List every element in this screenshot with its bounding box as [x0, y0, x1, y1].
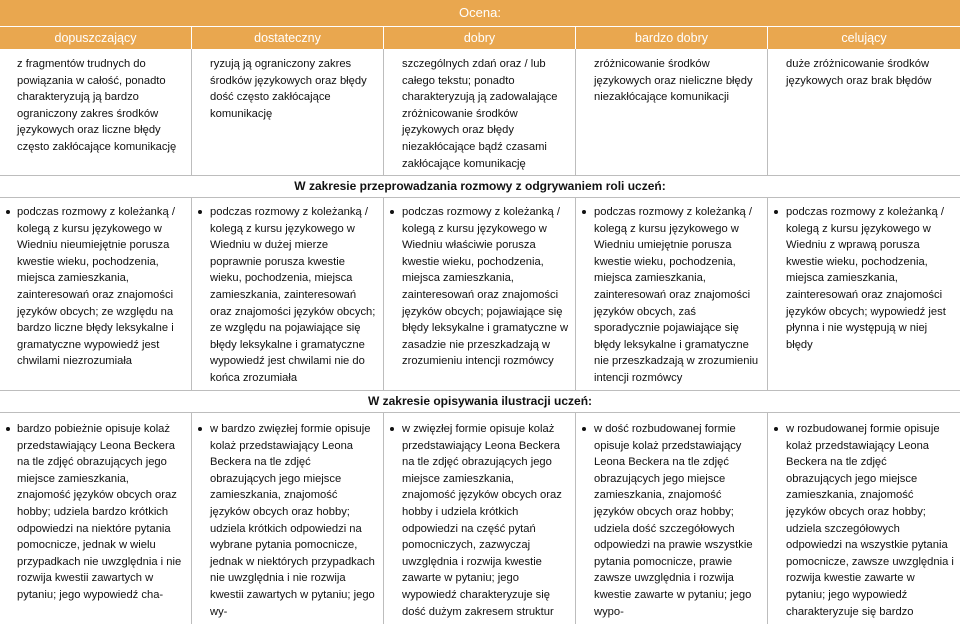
roleplay-text-4: podczas rozmowy z koleżanką / kolegą z kursu językowego w Wiedniu umiejętnie porusza kwestie wieku, pochodzenia, miejsca zamieszkania, zainteresowań oraz znajomości języków obcych, zaś sporadycznie pojawiające się błędy leksykalne i gramatyczne nie przeszkadzają w zrozumieniu intencji rozmówcy: [594, 206, 759, 384]
intro-cell-3: szczególnych zdań oraz / lub całego tekstu; ponadto charakteryzują ją zadowalające zróżnicowanie środków językowych oraz błędy niezakłócające bądź czasami zakłócające komunikację: [384, 49, 576, 176]
table-row-roleplay: [0, 198, 960, 391]
grade-header-dopuszczajacy: dopuszczający: [0, 27, 192, 49]
bullet-icon: [582, 427, 586, 431]
picture-text-2: w bardzo zwięzłej formie opisuje kolaż przedstawiający Leona Beckera na tle zdjęć obrazujących jego miejsce zamieszkania, znajomość języków obcych oraz hobby; udziela krótkich odpowiedzi na wybrane pytania pomocnicze, jednak w niektórych przypadkach nie uwzględnia i nie rozwija kwestii zawartych w pytaniu; jego wy-: [210, 423, 375, 618]
bullet-icon: [6, 210, 10, 214]
picture-text-4: w dość rozbudowanej formie opisuje kolaż przedstawiający Leona Beckera na tle zdjęć obrazujących jego miejsce zamieszkania, znajomość języków obcych oraz hobby; udziela dość szczegółowych odpowiedzi na prawie wszystkie pytania pomocnicze, prawie zawsze uwzględnia i rozwija kwestie zawarte w pytaniu; jego wypo-: [594, 423, 753, 618]
roleplay-cell-1: [0, 198, 192, 391]
bullet-icon: [198, 210, 202, 214]
roleplay-cell-4: [576, 198, 768, 391]
picture-text-3: w zwięzłej formie opisuje kolaż przedstawiający Leona Beckera na tle zdjęć obrazujących jego miejsce zamieszkania, znajomość języków obcych oraz hobby i udziela krótkich odpowiedzi na część pytań pomocniczych, zazwyczaj uwzględnia i rozwija kwestie zawarte w pytaniu; jego wypowiedź charakteryzuje się dość dużym zakresem struktur: [402, 423, 562, 618]
grade-header-dostateczny: dostateczny: [192, 27, 384, 49]
bullet-icon: [198, 427, 202, 431]
picture-cell-1: [0, 413, 192, 624]
roleplay-text-1: podczas rozmowy z koleżanką / kolegą z kursu językowego w Wiedniu nieumiejętnie porusza kwestie wieku, pochodzenia, miejsca zamieszkania, zainteresowań oraz znajomości języków obcych; ze względu na bardzo liczne błędy leksykalne i gramatyczne wypowiedź jest chwilami niezrozumiała: [17, 206, 175, 368]
table-row-picture: [0, 413, 960, 618]
bullet-icon: [582, 210, 586, 214]
table-title: Ocena:: [0, 0, 960, 27]
bullet-icon: [390, 427, 394, 431]
grade-header-dobry: dobry: [384, 27, 576, 49]
intro-cell-4: zróżnicowanie środków językowych oraz nieliczne błędy niezakłócające komunikacji: [576, 49, 768, 176]
grades-header: [0, 27, 960, 49]
intro-cell-1: z fragmentów trudnych do powiązania w całość, ponadto charakteryzują ją bardzo ograniczony zakres środków językowych oraz liczne błędy często zakłócające komunikację: [0, 49, 192, 176]
picture-cell-2: [192, 413, 384, 624]
picture-cell-5: [768, 413, 960, 624]
bullet-icon: [6, 427, 10, 431]
picture-cell-4: [576, 413, 768, 624]
bullet-icon: [774, 427, 778, 431]
table-row-intro: [0, 49, 960, 176]
bullet-icon: [774, 210, 778, 214]
roleplay-text-3: podczas rozmowy z koleżanką / kolegą z kursu językowego w Wiedniu właściwie porusza kwestie wieku, pochodzenia, miejsca zamieszkania, zainteresowań oraz znajomości języków obcych; pojawiające się błędy leksykalne i gramatyczne w zasadzie nie przeszkadzają w zrozumieniu intencji rozmówcy: [402, 206, 569, 368]
picture-text-5: w rozbudowanej formie opisuje kolaż przedstawiający Leona Beckera na tle zdjęć obrazujących jego miejsce zamieszkania, znajomość języków obcych oraz hobby; udziela szczegółowych odpowiedzi na wszystkie pytania pomocnicze, zawsze uwzględnia i rozwija kwestie zawarte w pytaniu; jego wypowiedź charakteryzuje się bardzo: [786, 423, 954, 618]
bullet-icon: [390, 210, 394, 214]
picture-cell-3: [384, 413, 576, 624]
roleplay-text-2: podczas rozmowy z koleżanką / kolegą z kursu językowego w Wiedniu w dużej mierze poprawnie porusza kwestie wieku, pochodzenia, miejsca zamieszkania, zainteresowań oraz znajomości języków obcych; ze względu na pojawiające się błędy leksykalne i gramatyczne wypowiedź jest chwilami nie do końca zrozumiała: [210, 206, 376, 384]
roleplay-cell-3: [384, 198, 576, 391]
intro-cell-2: ryzują ją ograniczony zakres środków językowych oraz błędy dość często zakłócające komunikację: [192, 49, 384, 176]
roleplay-text-5: podczas rozmowy z koleżanką / kolegą z kursu językowego w Wiedniu z wprawą porusza kwestie wieku, pochodzenia, miejsca zamieszkania, zainteresowań oraz znajomości języków obcych; wypowiedź jest płynna i nie występują w niej błędy: [786, 206, 946, 351]
roleplay-cell-5: [768, 198, 960, 391]
section-heading-roleplay: W zakresie przeprowadzania rozmowy z odgrywaniem roli uczeń:: [0, 176, 960, 198]
grade-header-celujacy: celujący: [841, 31, 887, 45]
intro-cell-5: duże zróżnicowanie środków językowych oraz brak błędów: [786, 58, 932, 87]
grade-header-bardzo-dobry: bardzo dobry: [576, 27, 768, 49]
picture-text-1: bardzo pobieżnie opisuje kolaż przedstawiający Leona Beckera na tle zdjęć obrazujących jego miejsce zamieszkania, znajomość języków obcych oraz hobby; udziela bardzo krótkich odpowiedzi na niektóre pytania pomocnicze, jednak w wielu przypadkach nie uwzględnia i nie rozwija kwestii zawartych w pytaniu; jego wypowiedź cha-: [17, 423, 182, 601]
section-heading-picture: W zakresie opisywania ilustracji uczeń:: [0, 391, 960, 413]
roleplay-cell-2: [192, 198, 384, 391]
